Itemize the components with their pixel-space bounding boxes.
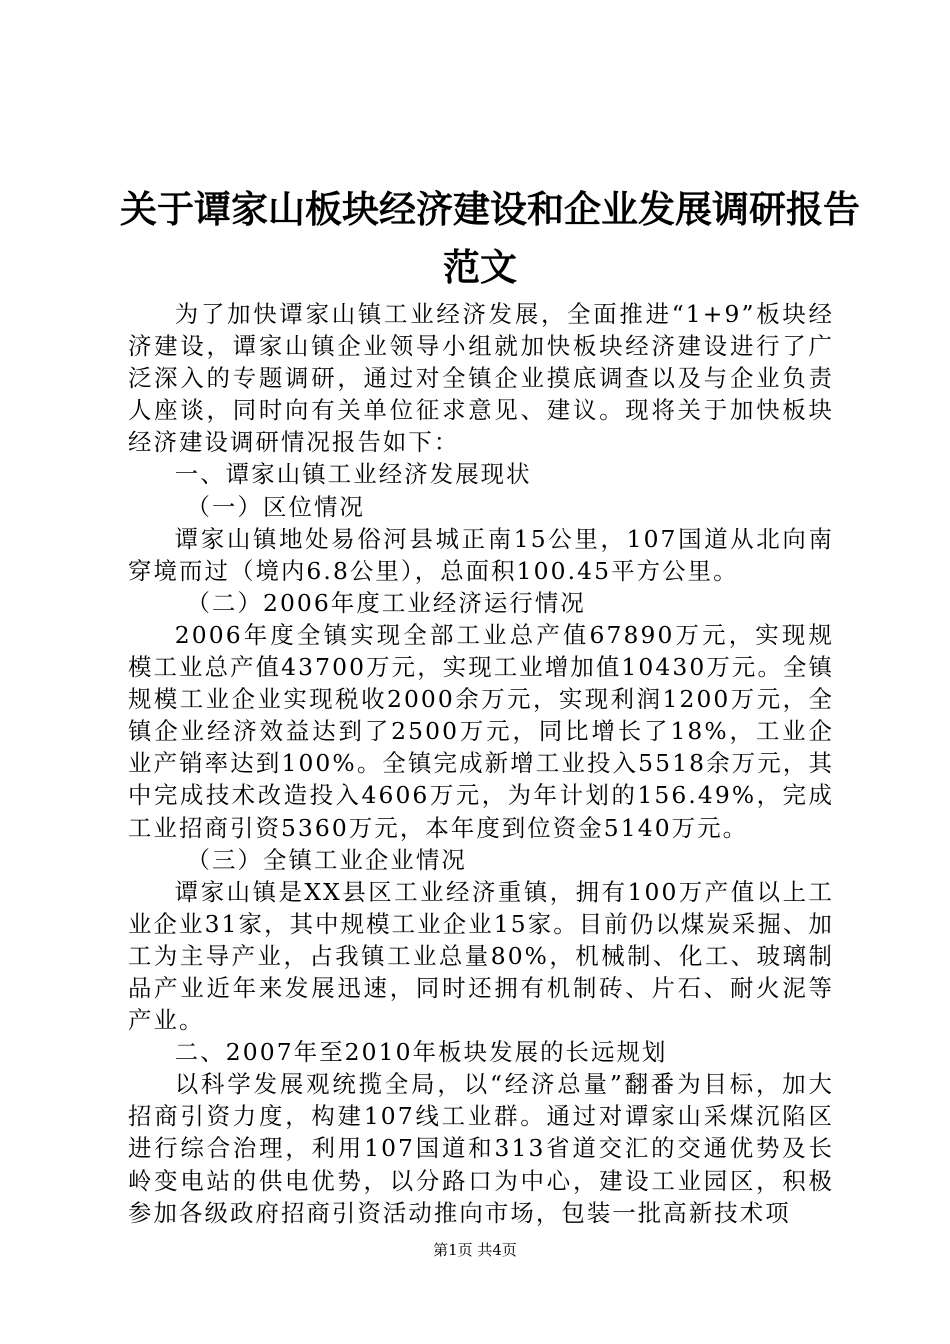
section-heading-2: 二、2007年至2010年板块发展的长远规划	[174, 1038, 668, 1067]
section-heading-1: 一、谭家山镇工业经济发展现状	[174, 460, 532, 489]
document-title-line-1: 关于谭家山板块经济建设和企业发展调研报告	[120, 187, 860, 231]
location-paragraph: 谭家山镇地处易俗河县城正南15公里，107国道从北向南穿境而过（境内6.8公里），总面积100.45平方公里。	[128, 524, 834, 585]
subsection-heading-2: （二）2006年度工业经济运行情况	[186, 588, 586, 617]
economy-2006-paragraph: 2006年度全镇实现全部工业总产值67890万元，实现规模工业总产值43700万元，实现工业增加值10430万元。全镇规模工业企业实现税收2000余万元，实现利润1200万元，全镇企业经济效益达到了2500万元，同比增长了18%，工业企业产销率达到100%。全镇完成新增工业投入5518余万元，其中完成技术改造投入4606万元，为年计划的156.49%，完成工业招商引资5360万元，本年度到位资金5140万元。	[128, 620, 834, 842]
subsection-heading-3: （三）全镇工业企业情况	[186, 845, 467, 874]
intro-paragraph: 为了加快谭家山镇工业经济发展，全面推进“1+9”板块经济建设，谭家山镇企业领导小组就加快板块经济建设进行了广泛深入的专题调研，通过对全镇企业摸底调查以及与企业负责人座谈，同时向有关单位征求意见、建议。现将关于加快板块经济建设调研情况报告如下：	[128, 300, 834, 457]
document-title-line-2: 范文	[443, 245, 517, 289]
subsection-heading-1: （一）区位情况	[186, 492, 365, 521]
page-footer: 第1页 共4页	[433, 1241, 517, 1259]
planning-paragraph: 以科学发展观统揽全局，以“经济总量”翻番为目标，加大招商引资力度，构建107线工业群。通过对谭家山采煤沉陷区进行综合治理，利用107国道和313省道交汇的交通优势及长岭变电站的供电优势，以分路口为中心，建设工业园区，积极参加各级政府招商引资活动推向市场，包装一批高新技术项	[128, 1070, 834, 1227]
document-body	[128, 298, 834, 1229]
enterprises-paragraph: 谭家山镇是XX县区工业经济重镇，拥有100万产值以上工业企业31家，其中规模工业企业15家。目前仍以煤炭采掘、加工为主导产业，占我镇工业总量80%，机械制、化工、玻璃制品产业近年来发展迅速，同时还拥有机制砖、片石、耐火泥等产业。	[128, 877, 834, 1035]
